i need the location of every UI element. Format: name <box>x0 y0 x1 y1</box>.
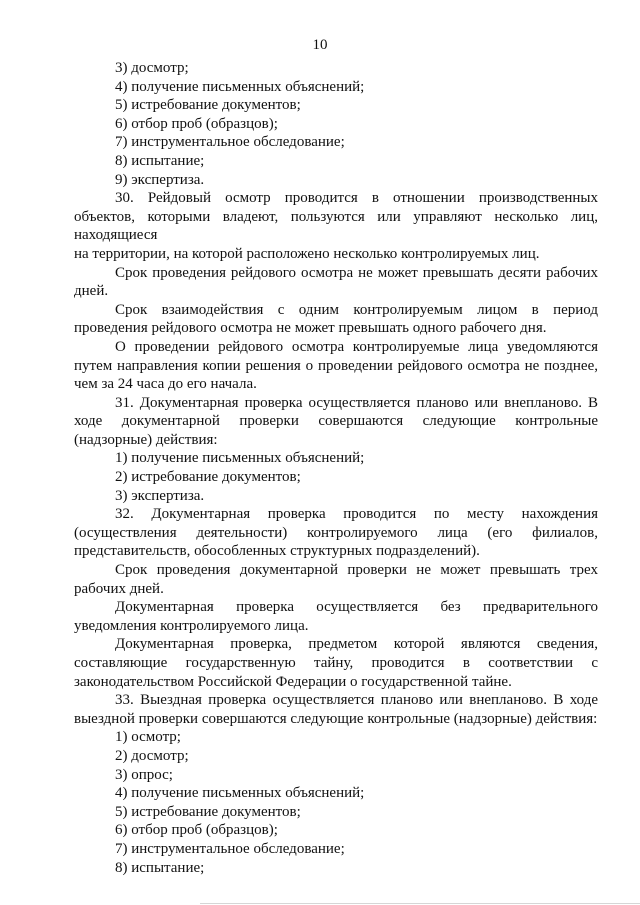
list-item: 4) получение письменных объяснений; <box>115 785 365 802</box>
page-body <box>74 59 598 877</box>
paragraph: О проведении рейдового осмотра контролируемые лица уведомляются путем направления копии решения о проведении рейдового осмотра не позднее, чем за 24 часа до его начала. <box>74 338 598 393</box>
list-item: 5) истребование документов; <box>115 803 301 820</box>
paragraph-32: 32. Документарная проверка проводится по месту нахождения (осуществления деятельности) контролируемого лица (его филиалов, представительств, обособленных структурных подразделений). <box>74 506 598 560</box>
list-item: 3) опрос; <box>115 766 173 783</box>
list-item: 3) экспертиза. <box>115 487 205 504</box>
page-edge-divider <box>200 903 640 904</box>
paragraph: Срок проведения рейдового осмотра не может превышать десяти рабочих дней. <box>74 264 598 300</box>
paragraph-30: 30. Рейдовый осмотр проводится в отношении производственных объектов, которыми владеют, пользуются или управляют несколько лиц, находящиеся <box>74 190 598 244</box>
list-item: 8) испытание; <box>115 152 205 169</box>
list-item: 7) инструментальное обследование; <box>115 840 345 857</box>
paragraph: Срок проведения документарной проверки не может превышать трех рабочих дней. <box>74 562 598 597</box>
list-item: 8) испытание; <box>115 859 205 876</box>
list-item: 5) истребование документов; <box>115 97 301 114</box>
paragraph-31: 31. Документарная проверка осуществляется планово или внепланово. В ходе документарной проверки совершаются следующие контрольные (надзорные) действия: <box>74 394 598 448</box>
paragraph: Документарная проверка, предметом которой являются сведения, составляющие государственную тайну, проводится в соответствии с законодательством Российской Федерации о государственной тайне. <box>74 636 598 690</box>
list-item: 6) отбор проб (образцов); <box>115 822 278 839</box>
list-item: 9) экспертиза. <box>115 171 205 188</box>
paragraph: Срок взаимодействия с одним контролируемым лицом в период проведения рейдового осмотра не может превышать одного рабочего дня. <box>74 301 598 337</box>
list-item: 2) истребование документов; <box>115 469 301 486</box>
list-item: 1) получение письменных объяснений; <box>115 450 365 467</box>
list-item: 7) инструментальное обследование; <box>115 134 345 151</box>
list-item: 1) осмотр; <box>115 729 181 746</box>
paragraph-30-continuation: на территории, на которой расположено несколько контролируемых лиц. <box>74 245 540 262</box>
list-item: 2) досмотр; <box>115 747 189 764</box>
list-item: 4) получение письменных объяснений; <box>115 78 365 95</box>
list-item: 3) досмотр; <box>115 60 189 76</box>
paragraph-33: 33. Выездная проверка осуществляется планово или внепланово. В ходе выездной проверки совершаются следующие контрольные (надзорные) действия: <box>74 692 598 727</box>
page-number: 10 <box>312 37 328 53</box>
paragraph: Документарная проверка осуществляется без предварительного уведомления контролируемого лица. <box>74 599 598 634</box>
list-item: 6) отбор проб (образцов); <box>115 115 278 132</box>
